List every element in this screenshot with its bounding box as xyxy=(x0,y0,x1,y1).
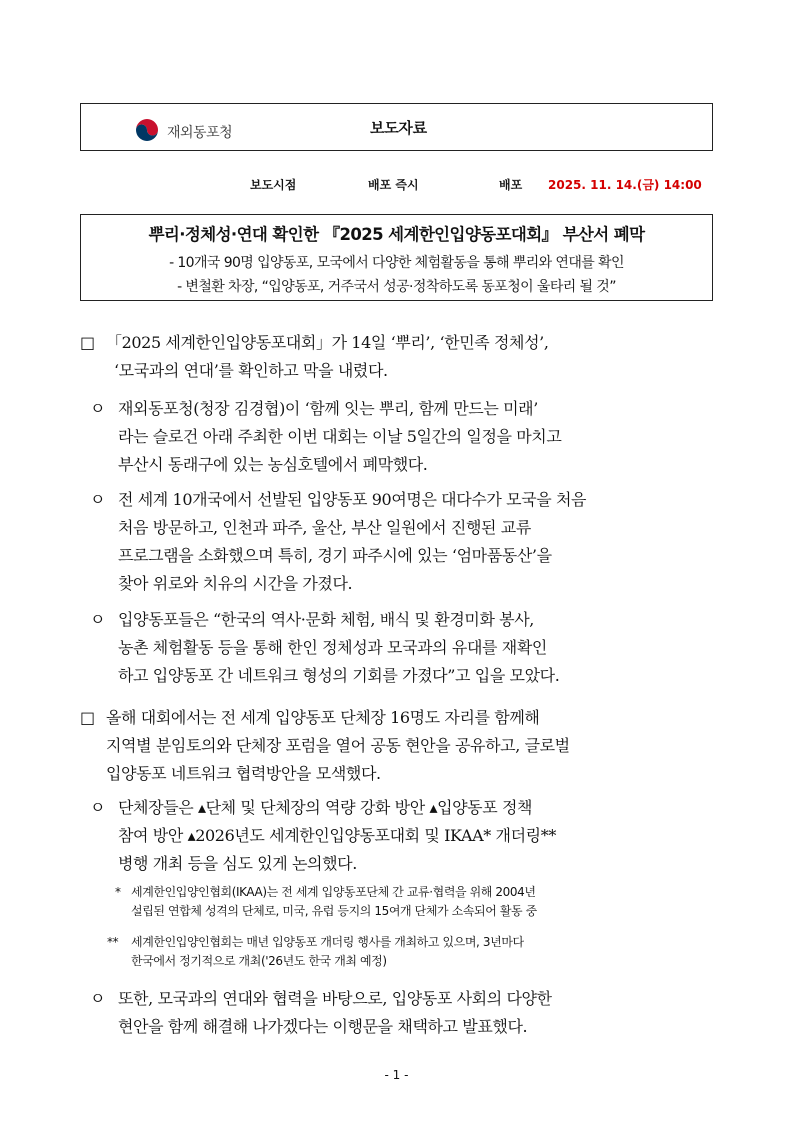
text-line: 하고 입양동포 간 네트워크 형성의 기회를 가졌다”고 입을 모았다. xyxy=(118,666,560,685)
footnote-line: 세계한인입양인협회는 매년 입양동포 개더링 행사를 개최하고 있으며, 3년마다 xyxy=(131,935,524,949)
text-line: 병행 개최 등을 심도 있게 논의했다. xyxy=(118,854,357,873)
text-line: 올해 대회에서는 전 세계 입양동포 단체장 16명도 자리를 함께해 xyxy=(106,708,540,727)
footnote-line: 한국에서 정기적으로 개최('26년도 한국 개최 예정) xyxy=(131,954,387,968)
text-line: 찾아 위로와 치유의 시간을 가졌다. xyxy=(118,574,353,593)
text-line: 「2025 세계한인입양동포대회」가 14일 ‘뿌리’, ‘한민족 정체성’, xyxy=(106,333,549,352)
agency-logo xyxy=(133,116,232,148)
footnote xyxy=(131,883,537,921)
section-marker: □ xyxy=(80,708,96,727)
subsection-paragraph xyxy=(118,794,556,878)
footnote-marker: * xyxy=(115,885,121,899)
taegeuk-icon xyxy=(133,116,161,148)
text-line: 지역별 분임토의와 단체장 포럼을 열어 공동 현안을 공유하고, 글로벌 xyxy=(106,736,570,755)
footnote-line: 세계한인입양인협회(IKAA)는 전 세계 입양동포단체 간 교류·협력을 위해 2004년 xyxy=(131,885,536,899)
text-line: ‘모국과의 연대’를 확인하고 막을 내렸다. xyxy=(114,361,388,380)
agency-name: 재외동포청 xyxy=(167,125,233,141)
headline-box xyxy=(80,214,713,301)
subsection-marker: ㅇ xyxy=(90,798,106,817)
text-line: 입양동포 네트워크 협력방안을 모색했다. xyxy=(106,764,381,783)
distribution-datetime: 2025. 11. 14.(금) 14:00 xyxy=(548,178,702,192)
page-number: - 1 - xyxy=(384,1068,409,1082)
subsection-marker: ㅇ xyxy=(90,399,106,418)
release-time-value: 배포 즉시 xyxy=(368,178,419,192)
text-line: 현안을 함께 해결해 나가겠다는 이행문을 채택하고 발표했다. xyxy=(118,1017,528,1036)
section-marker: □ xyxy=(80,333,96,352)
distribution-label: 배포 xyxy=(499,178,523,192)
footnote-marker: ** xyxy=(107,935,119,949)
subsection-paragraph xyxy=(118,985,552,1041)
text-line: 농촌 체험활동 등을 통해 한인 정체성과 모국과의 유대를 재확인 xyxy=(118,638,547,657)
text-line: 재외동포청(청장 김경협)이 ‘함께 잇는 뿌리, 함께 만드는 미래’ xyxy=(118,399,538,418)
text-line: 라는 슬로건 아래 주최한 이번 대회는 이날 5일간의 일정을 마치고 xyxy=(118,427,562,446)
footnote-line: 설립된 연합체 성격의 단체로, 미국, 유럽 등지의 15여개 단체가 소속되어 활동 중 xyxy=(131,904,537,918)
text-line: 처음 방문하고, 인천과 파주, 울산, 부산 일원에서 진행된 교류 xyxy=(118,518,531,537)
subsection-paragraph xyxy=(118,606,559,690)
release-time-label: 보도시점 xyxy=(250,178,297,192)
text-line: 전 세계 10개국에서 선발된 입양동포 90여명은 대다수가 모국을 처음 xyxy=(118,490,587,509)
subsection-paragraph xyxy=(118,486,586,598)
subsection-marker: ㅇ xyxy=(90,610,106,629)
text-line: 또한, 모국과의 연대와 협력을 바탕으로, 입양동포 사회의 다양한 xyxy=(118,989,552,1008)
footnote xyxy=(131,933,524,971)
headline-sub-2: - 변철환 차장, “입양동포, 거주국서 성공·정착하도록 동포청이 울타리 될 것” xyxy=(177,279,616,295)
subsection-marker: ㅇ xyxy=(90,490,106,509)
section-paragraph xyxy=(106,329,549,385)
doc-type-title: 보도자료 xyxy=(370,119,427,137)
text-line: 입양동포들은 “한국의 역사·문화 체험, 배식 및 환경미화 봉사, xyxy=(118,610,534,629)
subsection-marker: ㅇ xyxy=(90,989,106,1008)
section-paragraph xyxy=(106,704,570,788)
headline-title: 뿌리·정체성·연대 확인한 『2025 세계한인입양동포대회』 부산서 폐막 xyxy=(148,225,645,244)
text-line: 참여 방안 ▴2026년도 세계한인입양동포대회 및 IKAA* 개더링** xyxy=(118,826,556,845)
header-box xyxy=(80,103,713,151)
text-line: 단체장들은 ▴단체 및 단체장의 역량 강화 방안 ▴입양동포 정책 xyxy=(118,798,533,817)
subsection-paragraph xyxy=(118,395,561,479)
text-line: 부산시 동래구에 있는 농심호텔에서 폐막했다. xyxy=(118,455,428,474)
headline-sub-1: - 10개국 90명 입양동포, 모국에서 다양한 체험활동을 통해 뿌리와 연대를 확인 xyxy=(169,255,624,271)
text-line: 프로그램을 소화했으며 특히, 경기 파주시에 있는 ‘엄마품동산’을 xyxy=(118,546,552,565)
